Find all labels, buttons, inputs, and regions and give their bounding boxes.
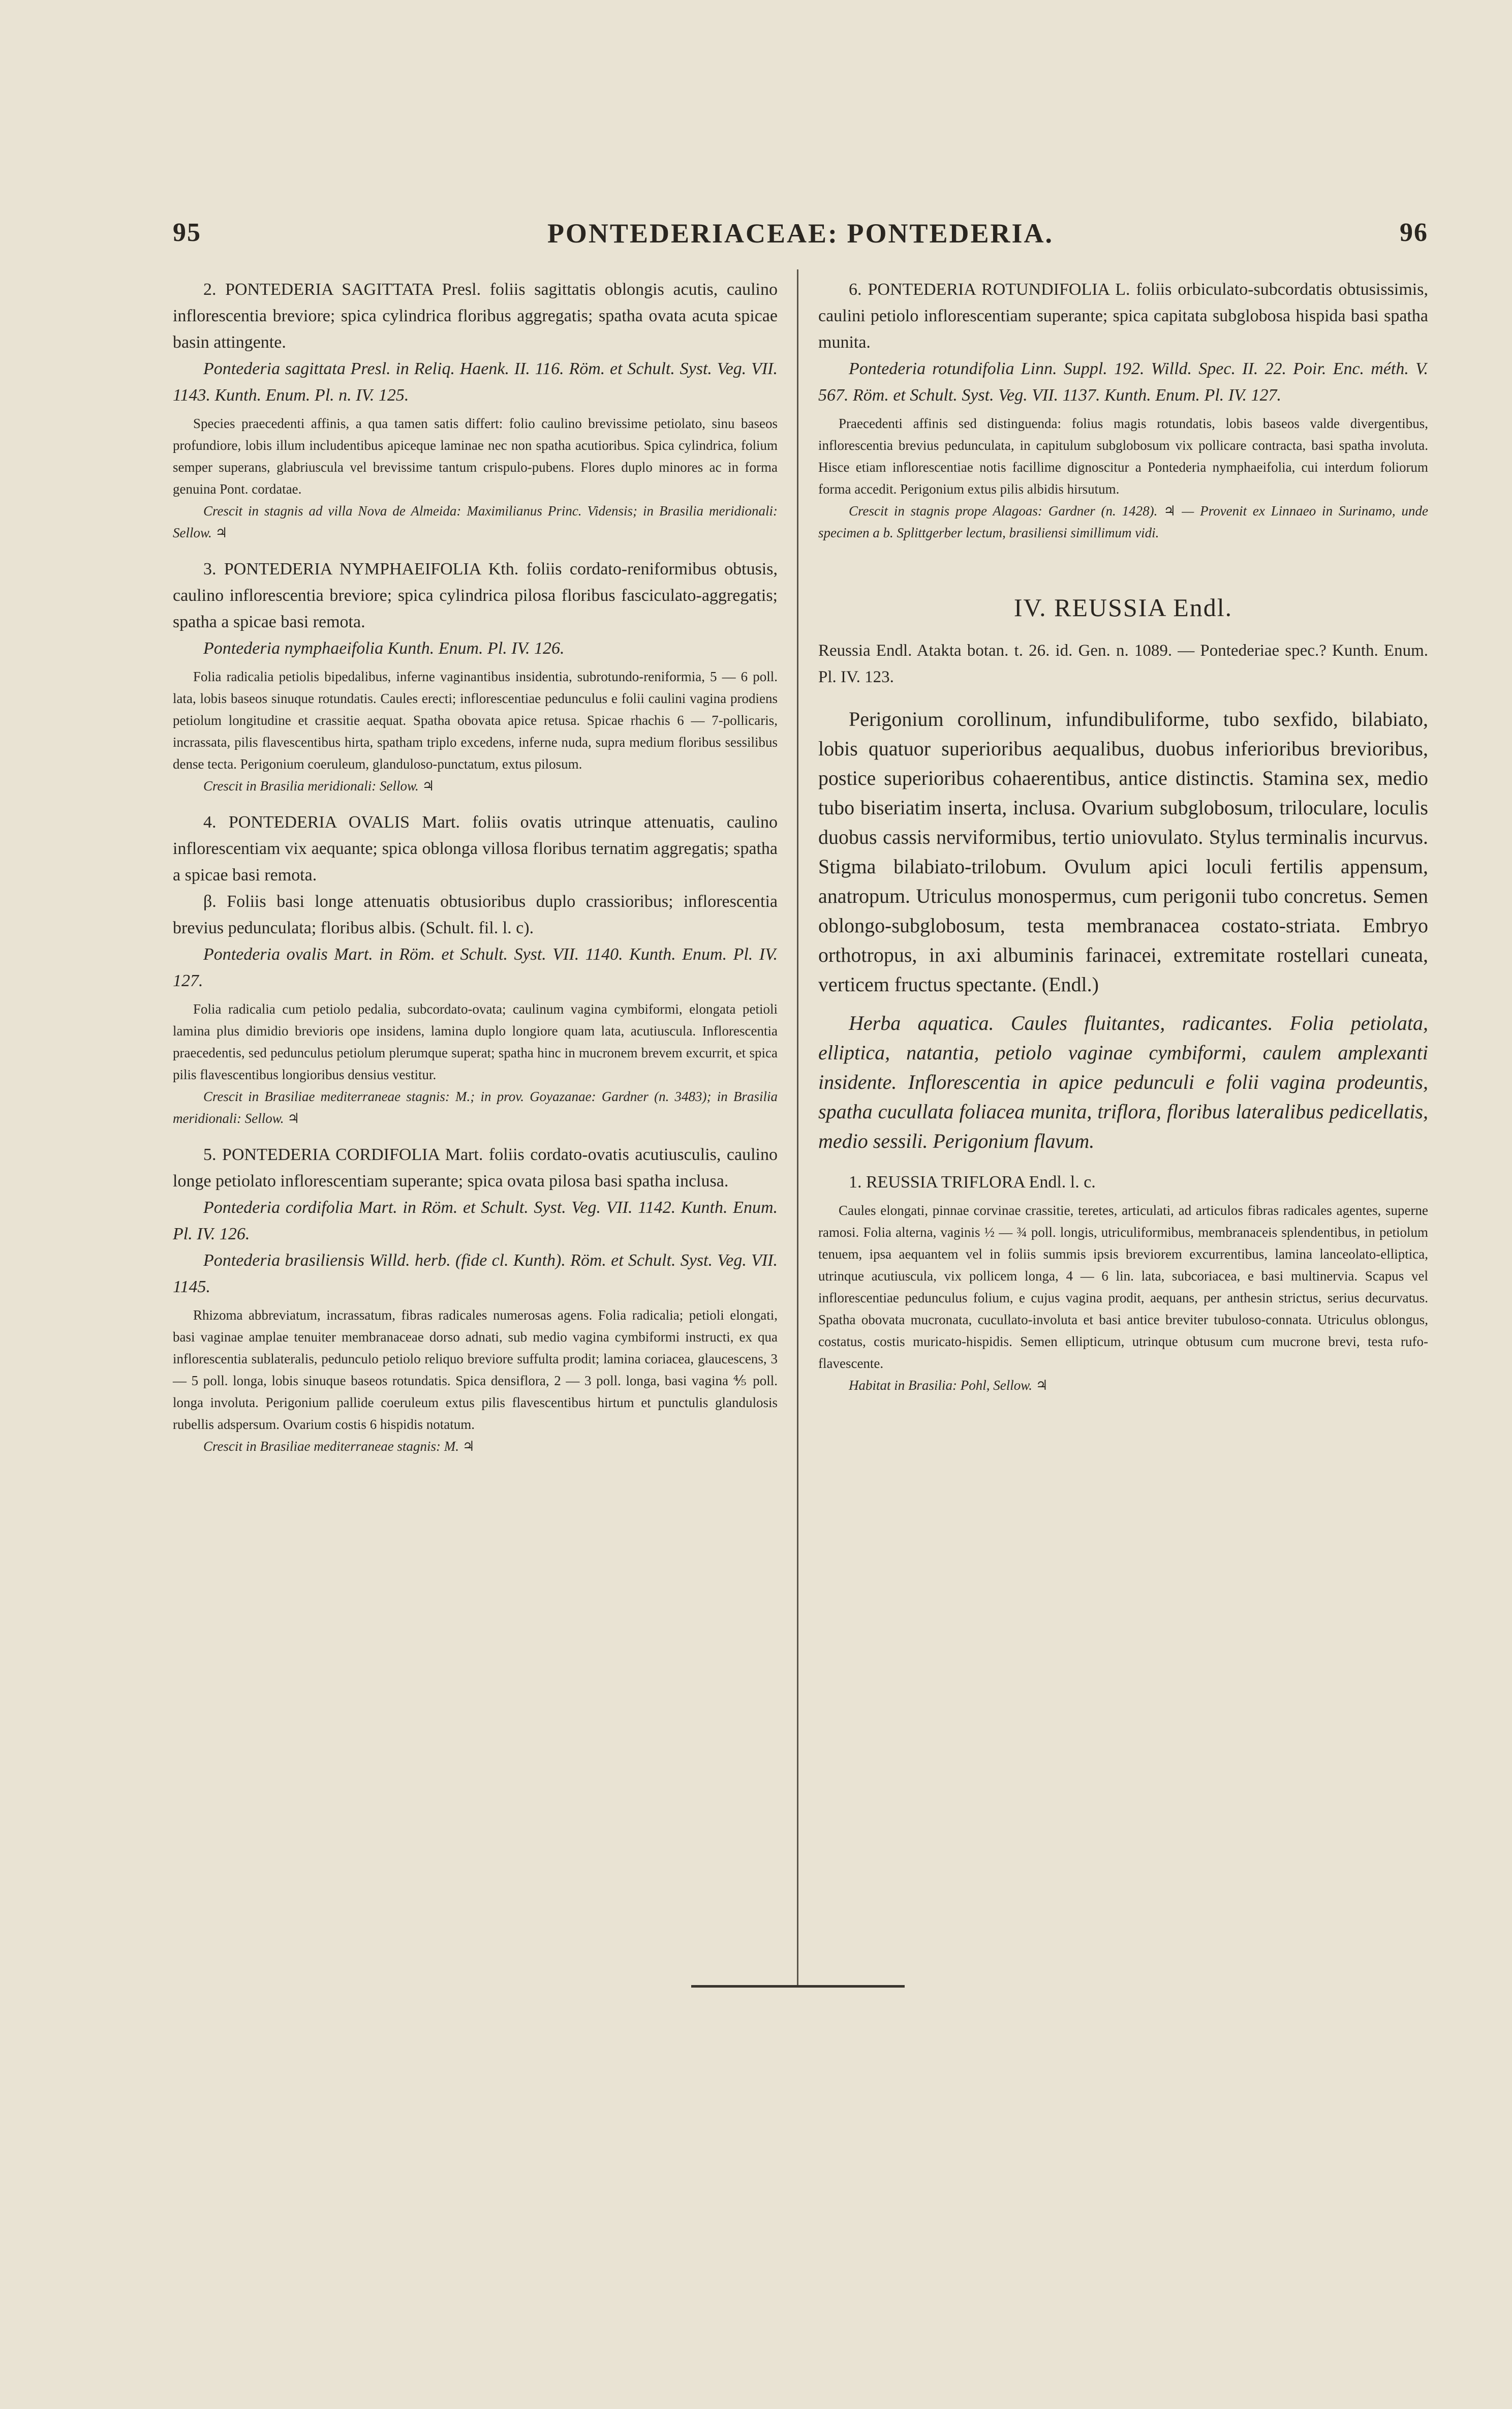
running-title: PONTEDERIACEAE: PONTEDERIA. xyxy=(547,218,1054,249)
locality: Crescit in Brasilia meridionali: Sellow. ♃ xyxy=(203,778,435,794)
genus-synonymy: Reussia Endl. Atakta botan. t. 26. id. Gen. n. 1089. — Pontederiae spec.? Kunth. Enum. Pl. IV. 123. xyxy=(818,642,1428,686)
description: Species praecedenti affinis, a qua tamen satis differt: folio caulino brevissime petiolato, sinu baseos profundiore, lobis illum includentibus apiceque laminae nec non spatha acutioribus. Spica cylindrica, folium semper superans, glabriuscula vel brevissime tantum crispulo-pubens. Flores duplo minores ac in forma genuina Pont. cordatae. xyxy=(173,416,778,497)
species-diagnosis: 1. REUSSIA TRIFLORA Endl. l. c. xyxy=(849,1173,1096,1192)
synonymy: Pontederia sagittata Presl. in Reliq. Haenk. II. 116. Röm. et Schult. Syst. Veg. VII. 1143. Kunth. Enum. Pl. n. IV. 125. xyxy=(173,359,778,405)
description: Rhizoma abbreviatum, incrassatum, fibras radicales numerosas agens. Folia radicalia; petioli elongati, basi vaginae amplae tenuiter membranaceae dorso adnati, sub medio vagina cymbiformi instructi, ex qua inflorescentia sublateralis, pedunculo petiolo reliquo breviore suffulta prodit; lamina coriacea, glaucescens, 3 — 5 poll. longa, lobis sinuque baseos rotundatis. Spica densiflora, 2 — 3 poll. longa, basi vagina ⅘ poll. longa involuta. Perigonium pallide coeruleum extus pilis flavescentibus hirtum et punctulis glandulosis rubellis adspersum. Ovarium costis 6 hispidis notatum. xyxy=(173,1307,778,1432)
bottom-rule xyxy=(691,1985,905,1988)
species-diagnosis: 4. PONTEDERIA OVALIS Mart. foliis ovatis utrinque attenuatis, caulino inflorescentiam vix aequante; spica oblonga villosa floribus ternatim aggregatis; spatha a spicae basi remota. xyxy=(173,813,778,885)
locality: Crescit in Brasiliae mediterraneae stagnis: M. ♃ xyxy=(203,1439,475,1454)
synonymy: Pontederia ovalis Mart. in Röm. et Schult. Syst. VII. 1140. Kunth. Enum. Pl. IV. 127. xyxy=(173,945,778,990)
genus-habit: Herba aquatica. Caules fluitantes, radicantes. Folia petiolata, elliptica, natantia, petiolo vaginae cymbiformi, caulem amplexanti insidente. Inflorescentia in apice pedunculi e folii vagina prodeuntis, spatha cucullata foliacea munita, triflora, floribus lateralibus pedicellatis, medio sessili. Perigonium flavum. xyxy=(818,1012,1428,1152)
synonymy: Pontederia nymphaeifolia Kunth. Enum. Pl. IV. 126. xyxy=(203,639,565,658)
description: Praecedenti affinis sed distinguenda: folius magis rotundatis, lobis baseos valde divergentibus, inflorescentia brevius pedunculata, in capitulum subglobosum vix pollicare contracta, basi spatha involuta. Hisce etiam inflorescentiae notis facillime dignoscitur a Pontederia nymphaeifolia, cui interdum foliorum forma accedit. Perigonium extus pilis albidis hirsutum. xyxy=(818,416,1428,497)
variety-beta: β. Foliis basi longe attenuatis obtusioribus duplo crassioribus; inflorescentia brevius pedunculata; floribus albis. (Schult. fil. l. c). xyxy=(173,892,778,937)
description: Folia radicalia petiolis bipedalibus, inferne vaginantibus insidentia, subrotundo-reniformia, 5 — 6 poll. lata, lobis baseos sinuque rotundatis. Caules erecti; inflorescentiae pedunculus e folii caulini vagina prodiens petiolum longitudine et crassitie aequat. Spatha obovata apice retusa. Spicae rhachis 6 — 7-pollicaris, incrassata, pilis flavescentibus hirta, spatham triplo excedens, inferne nuda, supra medium floribus sessilibus dense tecta. Perigonium coeruleum, glanduloso-punctatum, extus pilosum. xyxy=(173,669,778,772)
genus-section xyxy=(818,590,1428,1156)
species-5 xyxy=(173,1142,778,1457)
species-2 xyxy=(173,277,778,544)
species-6 xyxy=(818,277,1428,544)
locality: Habitat in Brasilia: Pohl, Sellow. ♃ xyxy=(849,1378,1048,1393)
species-diagnosis: 2. PONTEDERIA SAGITTATA Presl. foliis sagittatis oblongis acutis, caulino inflorescentia breviore; spica cylindrica floribus aggregatis; spatha ovata acuta spicae basin attingente. xyxy=(173,280,778,352)
column-divider xyxy=(797,269,798,1988)
synonymy: Pontederia cordifolia Mart. in Röm. et Schult. Syst. Veg. VII. 1142. Kunth. Enum. Pl. IV. 126. xyxy=(173,1198,778,1243)
locality: Crescit in Brasiliae mediterraneae stagnis: M.; in prov. Goyazanae: Gardner (n. 3483); in Brasilia meridionali: Sellow. ♃ xyxy=(173,1089,778,1126)
genus-character: Perigonium corollinum, infundibuliforme, tubo sexfido, bilabiato, lobis quatuor superioribus aequalibus, duobus inferioribus brevioribus, postice superioribus cohaerentibus, antice distinctis. Stamina sex, medio tubo biseriatim inserta, inclusa. Ovarium subglobosum, triloculare, loculis duobus cassis nerviformibus, tertio uniovulato. Stylus terminalis incurvus. Stigma bilabiato-trilobum. Ovulum apici loculi fertilis appensum, anatropum. Utriculus monospermus, cum perigonii tubo concretus. Semen oblongo-subglobosum, testa membranacea costato-striata. Embryo orthotropus, in axi albuminis farinacei, extremitate rostellari cuneata, verticem fructus spectante. (Endl.) xyxy=(818,708,1428,996)
species-reussia-1 xyxy=(818,1169,1428,1396)
synonymy: Pontederia brasiliensis Willd. herb. (fide cl. Kunth). Röm. et Schult. Syst. Veg. VII. 1145. xyxy=(173,1251,778,1296)
right-page-number: 96 xyxy=(1400,218,1428,247)
right-column xyxy=(818,269,1428,1409)
genus-title: IV. REUSSIA Endl. xyxy=(1013,593,1233,622)
species-diagnosis: 6. PONTEDERIA ROTUNDIFOLIA L. foliis orbiculato-subcordatis obtusissimis, caulini petiolo inflorescentiam superante; spica capitata subglobosa hispida basi spatha munita. xyxy=(818,280,1428,352)
species-diagnosis: 5. PONTEDERIA CORDIFOLIA Mart. foliis cordato-ovatis acutiusculis, caulino longe petiolato inflorescentiam superante; spica ovata pilosa basi spatha inclusa. xyxy=(173,1145,778,1191)
species-4 xyxy=(173,809,778,1130)
description: Folia radicalia cum petiolo pedalia, subcordato-ovata; caulinum vagina cymbiformi, elongata petioli lamina plus dimidio brevioris ope insidens, lamina duplo longiore quam lata, acutiuscula. Inflorescentia praecedentis, sed pedunculus petiolum plerumque superat; spatha hinc in mucronem brevem excurrit, et spica pilis flavescentibus longioribus densius vestitur. xyxy=(173,1001,778,1082)
locality: Crescit in stagnis ad villa Nova de Almeida: Maximilianus Princ. Vidensis; in Brasilia meridionali: Sellow. ♃ xyxy=(173,503,778,540)
description: Caules elongati, pinnae corvinae crassitie, teretes, articulati, ad articulos fibras radicales agentes, superne ramosi. Folia alterna, vaginis ½ — ¾ poll. longis, utriculiformibus, membranaceis splendentibus, in petiolum tenuem, ipsa aequantem vel in foliis summis ipsis breviorem excurrentibus, lamina lanceolato-elliptica, utrinque acutiuscula, vix pollicem longa, 4 — 6 lin. lata, subcoriacea, e basi multinervia. Scapus vel inflorescentiae pedunculus folium, e cujus vagina prodit, aequans, per anthesin strictus, serius decurvatus. Spatha obovata mucronata, cucullato-involuta et basi antice breviter tubuloso-connata. Utriculus oblongus, costatus, costis muricato-hispidis. Semen ellipticum, utrinque obtusum cum mucrone brevi, testa rufo-flavescente. xyxy=(818,1203,1428,1371)
synonymy: Pontederia rotundifolia Linn. Suppl. 192. Willd. Spec. II. 22. Poir. Enc. méth. V. 567. Röm. et Schult. Syst. Veg. VII. 1137. Kunth. Enum. Pl. IV. 127. xyxy=(818,359,1428,405)
species-diagnosis: 3. PONTEDERIA NYMPHAEIFOLIA Kth. foliis cordato-reniformibus obtusis, caulino inflorescentia breviore; spica cylindrica pilosa floribus fasciculato-aggregatis; spatha a spicae basi remota. xyxy=(173,560,778,631)
locality: Crescit in stagnis prope Alagoas: Gardner (n. 1428). ♃ — Provenit ex Linnaeo in Surinamo, unde specimen a b. Splittgerber lectum, brasiliensi simillimum vidi. xyxy=(818,503,1428,540)
left-page-number: 95 xyxy=(173,218,201,247)
running-header xyxy=(173,218,1428,253)
species-3 xyxy=(173,556,778,797)
left-column xyxy=(173,269,778,1470)
